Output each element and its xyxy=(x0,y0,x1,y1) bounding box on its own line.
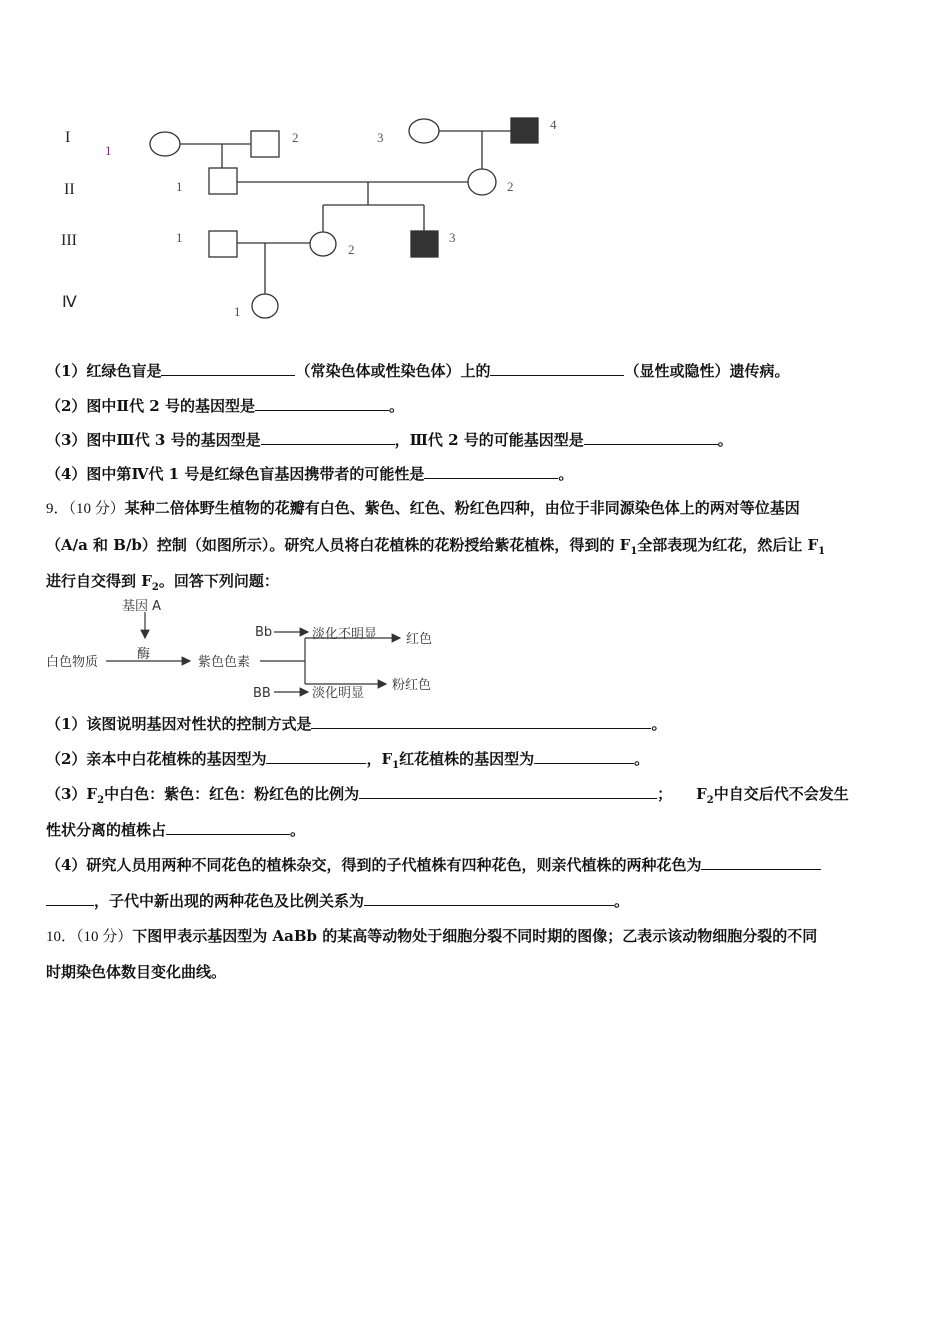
strong-dilution-label: 淡化明显 xyxy=(312,686,365,701)
enzyme-label: 酶 xyxy=(137,647,151,662)
number-III-2: 2 xyxy=(348,242,355,257)
q9-part4-line1: （4）研究人员用两种不同花色的植株杂交，得到的子代植株有四种花色，则亲代植株的两种花色为 xyxy=(46,855,821,875)
q8-part4: （4）图中第Ⅳ代 1 号是红绿色盲基因携带者的可能性是 。 xyxy=(46,465,574,483)
number-II-1: 1 xyxy=(176,179,183,194)
answer-blank[interactable] xyxy=(161,361,295,376)
answer-blank[interactable] xyxy=(701,855,821,870)
generation-label-IV: Ⅳ xyxy=(62,294,77,311)
pedigree-chart xyxy=(40,100,600,335)
generation-label-I: I xyxy=(65,129,71,146)
pedigree-affected-male-I-4 xyxy=(511,118,538,143)
q9-part2: （2）亲本中白花植株的基因型为 ，$F_1$红花植株的基因型为 。 xyxy=(46,750,650,771)
question-number: 9．（10 分） xyxy=(46,501,125,517)
answer-blank[interactable] xyxy=(311,714,651,729)
q9-part3-line1: $(3)F_2$中白色：紫色：红色：粉红色的比例为 ； $F_2$中自交后代不会发生 xyxy=(46,785,849,806)
q9-part1: （1）该图说明基因对性状的控制方式是 。 xyxy=(46,715,667,733)
answer-blank[interactable] xyxy=(359,784,657,799)
q9-part4-line2: ，子代中新出现的两种花色及比例关系为 。 xyxy=(46,891,629,911)
pedigree-female-II-2 xyxy=(468,169,496,195)
pedigree-male-I-2 xyxy=(251,131,279,157)
pedigree-female-III-2 xyxy=(310,232,336,256)
pedigree-female-I-3 xyxy=(409,119,439,143)
answer-blank[interactable] xyxy=(255,396,389,411)
answer-blank[interactable] xyxy=(261,430,395,445)
pedigree-male-III-1 xyxy=(209,231,237,257)
answer-blank[interactable] xyxy=(46,891,94,906)
number-III-3: 3 xyxy=(449,230,456,245)
white-substance-label: 白色物质 xyxy=(46,655,99,670)
pigment-pathway-diagram xyxy=(40,598,460,708)
answer-blank[interactable] xyxy=(584,430,718,445)
genotype-bb-lower: BB xyxy=(253,686,271,701)
faint-dilution-label: 淡化不明显 xyxy=(312,627,378,642)
question-number: 10．（10 分） xyxy=(46,929,133,945)
number-I-1: 1 xyxy=(105,143,112,158)
pedigree-male-II-1 xyxy=(209,168,237,194)
answer-blank[interactable] xyxy=(424,464,558,479)
answer-blank[interactable] xyxy=(364,891,614,906)
q9-stem-line1: 9．（10 分）某种二倍体野生植物的花瓣有白色、紫色、红色、粉红色四种，由位于非同源染色体上的两对等位基因 xyxy=(46,499,800,517)
pedigree-female-I-1 xyxy=(150,132,180,156)
number-I-3: 3 xyxy=(377,130,384,145)
pink-label: 粉红色 xyxy=(392,678,432,693)
number-II-2: 2 xyxy=(507,179,514,194)
generation-label-II: II xyxy=(64,181,75,198)
answer-blank[interactable] xyxy=(266,749,366,764)
number-I-4: 4 xyxy=(550,117,557,132)
red-label: 红色 xyxy=(406,632,433,647)
answer-blank[interactable] xyxy=(490,361,624,376)
number-IV-1: 1 xyxy=(234,304,241,319)
answer-blank[interactable] xyxy=(534,749,634,764)
pedigree-female-IV-1 xyxy=(252,294,278,318)
purple-pigment-label: 紫色色素 xyxy=(198,655,251,670)
gene-a-label: 基因 A xyxy=(122,599,162,614)
q9-part3-line2: 性状分离的植株占 。 xyxy=(46,821,306,839)
q9-stem-line3: 进行自交得到 $F_2$。回答下列问题： xyxy=(46,572,279,593)
q8-part3: （3）图中Ⅲ代 3 号的基因型是 ，Ⅲ代 2 号的可能基因型是 。 xyxy=(46,431,733,449)
q10-stem-line1: 10．（10 分）下图甲表示基因型为 AaBb 的某高等动物处于细胞分裂不同时期的图像；乙表示该动物细胞分裂的不同 xyxy=(46,927,818,945)
genotype-bb-upper: Bb xyxy=(255,625,273,640)
q8-part1: （1）红绿色盲是 （常染色体或性染色体）上的 （显性或隐性）遗传病。 xyxy=(46,362,790,380)
q9-stem-line2: （A/a 和 B/b）控制（如图所示）。研究人员将白花植株的花粉授给紫花植株，得到的 $F_1$全部表现为红花，然后让 $F_1$ xyxy=(46,536,826,557)
number-III-1: 1 xyxy=(176,230,183,245)
q10-stem-line2: 时期染色体数目变化曲线。 xyxy=(46,963,227,981)
q8-part2: （2）图中Ⅱ代 2 号的基因型是 。 xyxy=(46,397,404,415)
number-I-2: 2 xyxy=(292,130,299,145)
pedigree-affected-male-III-3 xyxy=(411,231,438,257)
generation-label-III: III xyxy=(61,232,77,249)
answer-blank[interactable] xyxy=(166,820,290,835)
